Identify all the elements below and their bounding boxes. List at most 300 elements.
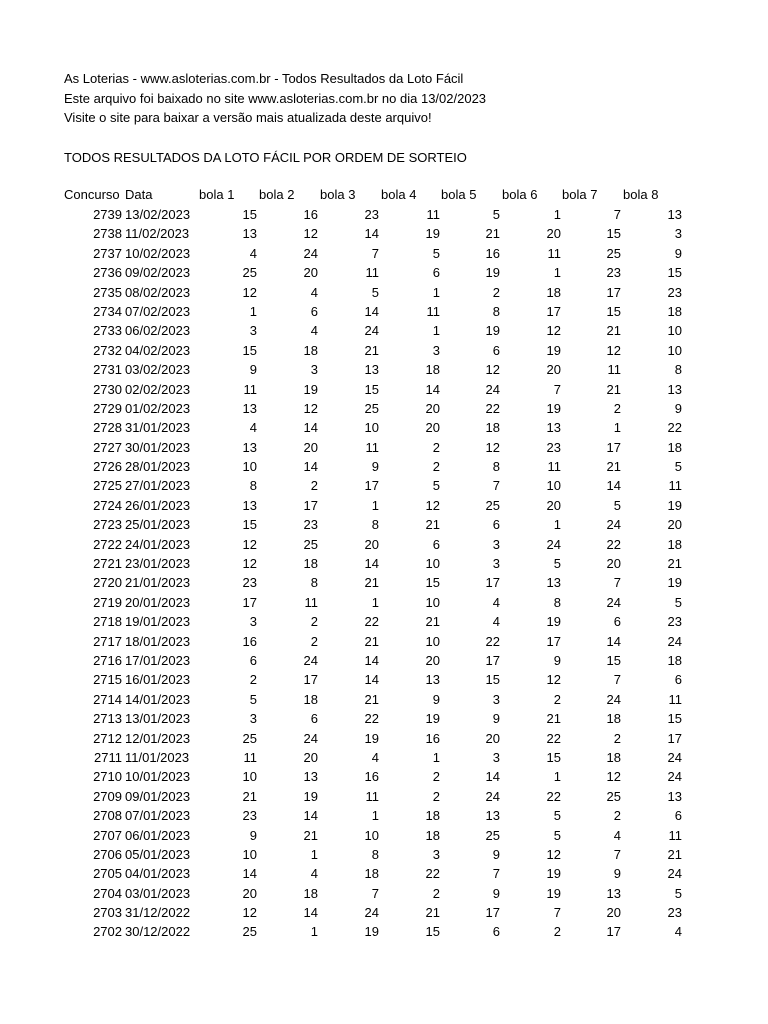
cell-bola-5: 15 [485,672,500,688]
cell-concurso: 2738 [93,226,122,242]
cell-bola-6: 18 [546,284,561,300]
table-row [0,748,768,767]
cell-bola-6: 20 [546,226,561,242]
cell-bola-2: 19 [303,381,318,397]
cell-data: 06/02/2023 [125,323,191,339]
cell-bola-4: 22 [425,866,440,882]
cell-data: 04/02/2023 [125,342,191,358]
cell-bola-8: 20 [667,517,682,533]
cell-bola-4: 18 [425,362,440,378]
cell-data: 23/01/2023 [125,556,191,572]
cell-bola-1: 11 [243,749,257,765]
cell-concurso: 2737 [93,245,122,261]
cell-bola-3: 18 [364,866,379,882]
cell-bola-4: 1 [432,284,440,300]
cell-concurso: 2712 [93,730,122,746]
cell-bola-6: 1 [553,265,561,281]
cell-bola-4: 11 [426,207,440,222]
cell-bola-8: 5 [674,885,682,901]
cell-bola-6: 1 [553,207,561,222]
cell-data: 13/02/2023 [125,207,191,222]
cell-bola-8: 15 [667,711,682,727]
column-header-bola-8: bola 8 [623,187,659,202]
cell-bola-8: 5 [674,594,682,610]
cell-bola-1: 15 [242,342,257,358]
cell-bola-1: 10 [242,459,257,475]
cell-bola-8: 6 [674,672,682,688]
table-row [0,573,768,592]
cell-bola-8: 18 [667,439,682,455]
cell-bola-6: 19 [546,885,561,901]
cell-bola-7: 12 [606,342,621,358]
cell-bola-5: 13 [485,808,500,824]
cell-bola-7: 24 [606,594,621,610]
cell-bola-5: 4 [492,614,500,630]
cell-bola-4: 5 [432,245,440,261]
cell-concurso: 2732 [93,342,122,358]
cell-bola-6: 2 [553,691,561,707]
cell-bola-4: 2 [432,885,440,901]
cell-bola-3: 17 [364,478,379,494]
table-header [0,185,768,205]
table-row [0,787,768,806]
cell-data: 21/01/2023 [125,575,191,591]
cell-bola-7: 7 [613,207,621,222]
cell-bola-3: 1 [371,497,379,513]
cell-bola-2: 14 [303,420,318,436]
cell-bola-3: 24 [364,905,379,921]
cell-bola-7: 5 [613,497,621,513]
column-header-bola-2: bola 2 [259,187,295,202]
cell-bola-6: 1 [553,769,561,785]
cell-bola-8: 13 [667,207,682,222]
cell-bola-2: 20 [303,265,318,281]
cell-bola-4: 2 [432,459,440,475]
table-row [0,709,768,728]
cell-bola-7: 7 [613,846,621,862]
cell-bola-5: 3 [492,691,500,707]
cell-bola-2: 18 [303,691,318,707]
cell-bola-5: 3 [492,536,500,552]
cell-concurso: 2704 [93,885,122,901]
cell-bola-6: 5 [553,827,561,843]
cell-bola-3: 14 [364,226,379,242]
cell-bola-1: 15 [242,207,257,222]
table-row [0,283,768,302]
cell-bola-8: 23 [667,614,682,630]
cell-data: 11/01/2023 [125,749,190,765]
cell-bola-2: 6 [310,711,318,727]
cell-bola-2: 6 [310,303,318,319]
cell-concurso: 2723 [93,517,122,533]
cell-bola-3: 20 [364,536,379,552]
cell-bola-4: 3 [432,342,440,358]
cell-bola-4: 5 [432,478,440,494]
cell-bola-6: 19 [546,400,561,416]
cell-bola-5: 22 [485,633,500,649]
cell-bola-6: 23 [546,439,561,455]
cell-bola-7: 4 [613,827,621,843]
cell-bola-8: 24 [667,749,682,765]
cell-bola-3: 22 [364,614,379,630]
cell-data: 25/01/2023 [125,517,191,533]
column-header-bola-5: bola 5 [441,187,477,202]
cell-data: 13/01/2023 [125,711,191,727]
cell-bola-5: 8 [492,303,500,319]
cell-concurso: 2726 [93,459,122,475]
cell-concurso: 2729 [93,400,122,416]
cell-bola-6: 20 [546,497,561,513]
cell-bola-5: 4 [492,594,500,610]
cell-concurso: 2718 [93,614,122,630]
cell-bola-5: 12 [485,439,500,455]
cell-bola-1: 6 [249,652,257,668]
cell-bola-3: 11 [365,439,379,455]
cell-bola-5: 9 [492,846,500,862]
cell-concurso: 2714 [93,691,122,707]
cell-bola-1: 23 [242,575,257,591]
cell-data: 27/01/2023 [125,478,191,494]
cell-bola-4: 1 [432,323,440,339]
cell-bola-3: 19 [364,730,379,746]
cell-bola-4: 21 [425,614,440,630]
cell-bola-2: 4 [310,284,318,300]
cell-bola-2: 14 [303,459,318,475]
cell-bola-2: 17 [303,672,318,688]
cell-bola-7: 1 [613,420,621,436]
cell-bola-7: 2 [613,400,621,416]
cell-bola-8: 6 [674,808,682,824]
table-row [0,670,768,689]
cell-bola-8: 23 [667,284,682,300]
cell-bola-7: 14 [606,633,621,649]
cell-concurso: 2731 [93,362,122,378]
cell-bola-2: 1 [310,846,318,862]
cell-bola-7: 14 [606,478,621,494]
cell-bola-8: 10 [667,342,682,358]
cell-bola-5: 17 [485,575,500,591]
cell-bola-4: 2 [432,788,440,804]
cell-bola-2: 20 [303,749,318,765]
table-row [0,244,768,263]
cell-bola-6: 19 [546,866,561,882]
table-row [0,690,768,709]
cell-bola-6: 12 [546,846,561,862]
cell-bola-8: 19 [667,575,682,591]
cell-concurso: 2725 [93,478,122,494]
cell-bola-3: 10 [364,827,379,843]
cell-bola-1: 13 [242,226,257,242]
cell-bola-8: 5 [674,459,682,475]
cell-concurso: 2739 [93,207,122,222]
table-row [0,321,768,340]
cell-bola-1: 25 [242,924,257,940]
cell-bola-1: 25 [242,265,257,281]
cell-concurso: 2728 [93,420,122,436]
header-line-visit-site: Visite o site para baixar a versão mais atualizada deste arquivo! [64,110,432,125]
cell-data: 10/01/2023 [125,769,191,785]
cell-bola-3: 21 [364,342,379,358]
cell-bola-7: 25 [606,245,621,261]
cell-bola-2: 17 [303,497,318,513]
cell-data: 07/01/2023 [125,808,191,824]
cell-bola-3: 14 [364,652,379,668]
cell-concurso: 2707 [93,827,122,843]
table-row [0,554,768,573]
cell-concurso: 2715 [93,672,122,688]
cell-bola-2: 18 [303,342,318,358]
table-row [0,380,768,399]
cell-bola-3: 21 [364,691,379,707]
cell-bola-6: 5 [553,808,561,824]
cell-bola-5: 14 [485,769,500,785]
cell-bola-1: 5 [249,691,257,707]
cell-bola-1: 20 [242,885,257,901]
cell-bola-2: 23 [303,517,318,533]
cell-bola-7: 21 [606,459,621,475]
cell-bola-7: 23 [606,265,621,281]
cell-bola-7: 20 [606,905,621,921]
cell-bola-3: 5 [371,284,379,300]
cell-concurso: 2708 [93,808,122,824]
header-line-download-info: Este arquivo foi baixado no site www.asloterias.com.br no dia 13/02/2023 [64,91,487,106]
table-row [0,845,768,864]
table-row [0,496,768,515]
cell-bola-7: 11 [607,362,621,378]
cell-bola-5: 18 [485,420,500,436]
cell-bola-1: 23 [242,808,257,824]
cell-bola-1: 13 [242,439,257,455]
cell-bola-4: 13 [425,672,440,688]
cell-bola-2: 2 [310,614,318,630]
cell-bola-5: 24 [485,788,500,804]
cell-bola-8: 19 [667,497,682,513]
table-row [0,476,768,495]
cell-bola-2: 3 [310,362,318,378]
column-header-bola-6: bola 6 [502,187,538,202]
cell-data: 02/02/2023 [125,381,191,397]
cell-bola-1: 13 [242,497,257,513]
cell-data: 06/01/2023 [125,827,191,843]
cell-bola-3: 22 [364,711,379,727]
cell-bola-2: 19 [303,788,318,804]
cell-data: 16/01/2023 [125,672,191,688]
cell-bola-4: 3 [432,846,440,862]
cell-bola-5: 19 [485,323,500,339]
cell-concurso: 2711 [94,749,122,765]
column-header-bola-4: bola 4 [381,187,417,202]
cell-concurso: 2703 [93,905,122,921]
cell-bola-6: 19 [546,342,561,358]
cell-bola-3: 8 [371,846,379,862]
cell-concurso: 2736 [93,265,122,281]
cell-bola-8: 8 [674,362,682,378]
table-row [0,205,768,224]
cell-bola-8: 4 [674,924,682,940]
table-row [0,535,768,554]
cell-bola-3: 14 [364,303,379,319]
cell-bola-7: 9 [613,866,621,882]
cell-bola-8: 24 [667,866,682,882]
cell-bola-1: 8 [249,478,257,494]
cell-bola-5: 12 [485,362,500,378]
cell-bola-2: 14 [303,808,318,824]
cell-bola-2: 12 [303,400,318,416]
table-row [0,341,768,360]
cell-bola-1: 12 [242,284,257,300]
cell-bola-4: 2 [432,439,440,455]
cell-bola-1: 3 [249,614,257,630]
cell-bola-5: 16 [485,245,500,261]
cell-bola-7: 21 [606,381,621,397]
cell-bola-1: 1 [249,303,257,319]
cell-bola-2: 24 [303,730,318,746]
table-row [0,302,768,321]
cell-bola-4: 11 [426,303,440,319]
cell-bola-8: 24 [667,769,682,785]
cell-bola-4: 6 [432,536,440,552]
cell-bola-6: 10 [546,478,561,494]
cell-bola-3: 7 [371,885,379,901]
cell-bola-8: 21 [667,556,682,572]
cell-bola-1: 9 [249,362,257,378]
cell-bola-1: 4 [249,245,257,261]
cell-bola-5: 17 [485,905,500,921]
cell-bola-3: 9 [371,459,379,475]
cell-bola-3: 25 [364,400,379,416]
cell-bola-5: 21 [485,226,500,242]
cell-bola-4: 21 [425,905,440,921]
cell-bola-7: 7 [613,672,621,688]
cell-bola-5: 3 [492,556,500,572]
cell-bola-1: 13 [242,400,257,416]
cell-concurso: 2716 [93,652,122,668]
cell-bola-4: 19 [425,711,440,727]
cell-bola-5: 19 [485,265,500,281]
cell-bola-5: 17 [485,652,500,668]
cell-bola-3: 11 [365,788,379,804]
cell-bola-4: 20 [425,420,440,436]
cell-data: 01/02/2023 [125,400,191,416]
cell-bola-7: 18 [606,749,621,765]
cell-bola-2: 25 [303,536,318,552]
cell-bola-8: 9 [674,245,682,261]
cell-bola-7: 2 [613,808,621,824]
cell-bola-4: 16 [425,730,440,746]
table-row [0,457,768,476]
cell-bola-6: 17 [546,303,561,319]
cell-bola-6: 7 [553,905,561,921]
cell-bola-4: 21 [425,517,440,533]
cell-bola-5: 20 [485,730,500,746]
cell-bola-8: 18 [667,303,682,319]
cell-bola-3: 7 [371,245,379,261]
cell-bola-2: 20 [303,439,318,455]
cell-bola-1: 12 [242,556,257,572]
cell-bola-5: 8 [492,459,500,475]
cell-bola-6: 12 [546,323,561,339]
cell-bola-4: 9 [432,691,440,707]
cell-concurso: 2705 [93,866,122,882]
table-row [0,438,768,457]
cell-bola-1: 17 [242,594,257,610]
cell-bola-2: 13 [303,769,318,785]
cell-bola-5: 9 [492,885,500,901]
cell-bola-7: 18 [606,711,621,727]
cell-bola-2: 24 [303,245,318,261]
cell-bola-6: 5 [553,556,561,572]
cell-bola-7: 17 [606,924,621,940]
cell-bola-7: 15 [606,303,621,319]
cell-data: 03/02/2023 [125,362,191,378]
cell-bola-3: 21 [364,633,379,649]
cell-bola-4: 20 [425,400,440,416]
cell-bola-1: 14 [242,866,257,882]
cell-bola-7: 15 [606,226,621,242]
cell-bola-2: 1 [310,924,318,940]
cell-bola-3: 13 [364,362,379,378]
cell-bola-2: 4 [310,866,318,882]
cell-bola-4: 19 [425,226,440,242]
cell-concurso: 2719 [93,594,122,610]
cell-data: 31/12/2022 [125,905,191,921]
cell-bola-3: 4 [371,749,379,765]
cell-concurso: 2735 [93,284,122,300]
cell-bola-5: 22 [485,400,500,416]
cell-data: 28/01/2023 [125,459,191,475]
table-row [0,515,768,534]
table-row [0,651,768,670]
cell-bola-6: 2 [553,924,561,940]
cell-bola-7: 20 [606,556,621,572]
cell-bola-8: 15 [667,265,682,281]
cell-bola-6: 21 [546,711,561,727]
cell-bola-2: 18 [303,556,318,572]
cell-bola-4: 6 [432,265,440,281]
cell-bola-3: 23 [364,207,379,222]
cell-bola-8: 10 [667,323,682,339]
table-row [0,224,768,243]
cell-bola-7: 13 [606,885,621,901]
cell-bola-8: 9 [674,400,682,416]
table-row [0,806,768,825]
cell-bola-4: 18 [425,808,440,824]
cell-bola-1: 3 [249,711,257,727]
cell-data: 30/12/2022 [125,924,191,940]
cell-data: 04/01/2023 [125,866,191,882]
table-row [0,593,768,612]
cell-concurso: 2727 [93,439,122,455]
cell-data: 26/01/2023 [125,497,191,513]
cell-bola-3: 14 [364,672,379,688]
cell-concurso: 2730 [93,381,122,397]
table-row [0,729,768,748]
cell-bola-1: 12 [242,905,257,921]
cell-bola-1: 21 [242,788,257,804]
cell-bola-4: 15 [425,924,440,940]
cell-bola-1: 11 [243,381,257,397]
cell-bola-2: 12 [303,226,318,242]
cell-bola-1: 2 [249,672,257,688]
cell-bola-4: 2 [432,769,440,785]
cell-data: 24/01/2023 [125,536,191,552]
cell-bola-8: 22 [667,420,682,436]
cell-concurso: 2702 [93,924,122,940]
cell-bola-3: 10 [364,420,379,436]
cell-bola-1: 15 [242,517,257,533]
column-header-concurso: Concurso [64,187,120,202]
cell-bola-6: 11 [547,245,561,261]
